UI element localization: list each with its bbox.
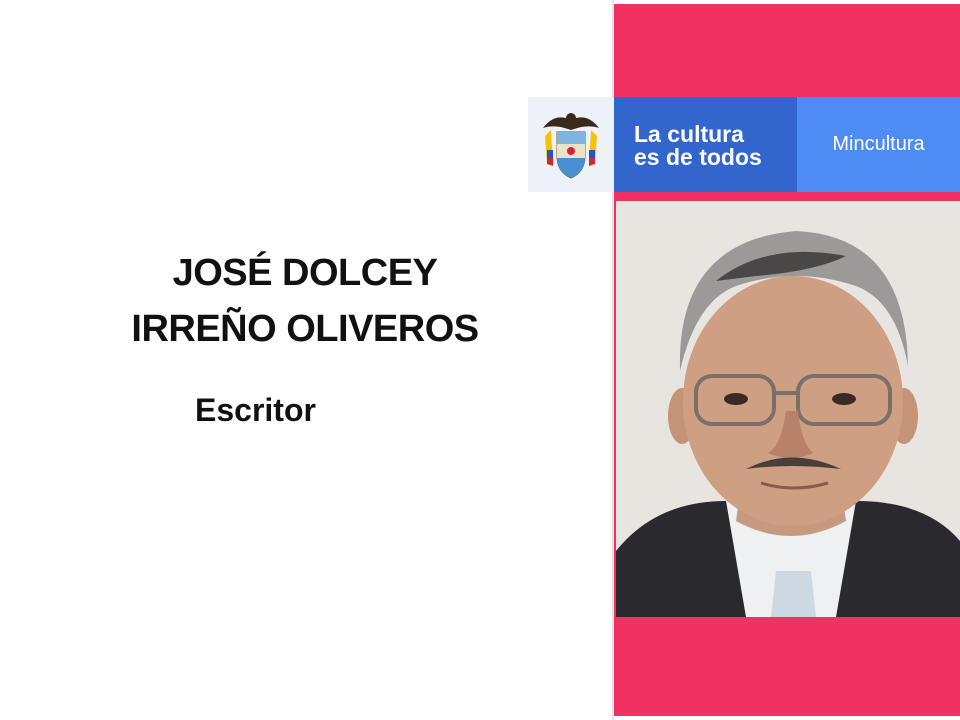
brand-bar: [528, 97, 960, 192]
portrait-photo: [616, 201, 960, 617]
colombia-coat-of-arms-icon: [539, 106, 603, 184]
portrait-illustration: [616, 201, 960, 617]
name-line-1: JOSÉ DOLCEY: [172, 252, 438, 294]
brand-entity: Mincultura: [797, 97, 960, 192]
person-name: [110, 245, 500, 357]
slogan-line-1: La cultura: [634, 121, 744, 147]
person-role: Escritor: [195, 392, 316, 428]
brand-slogan: [614, 97, 797, 192]
name-line-2: IRREÑO OLIVEROS: [131, 308, 479, 350]
crest-container: [528, 97, 614, 192]
slogan-line-2: es de todos: [634, 144, 762, 170]
